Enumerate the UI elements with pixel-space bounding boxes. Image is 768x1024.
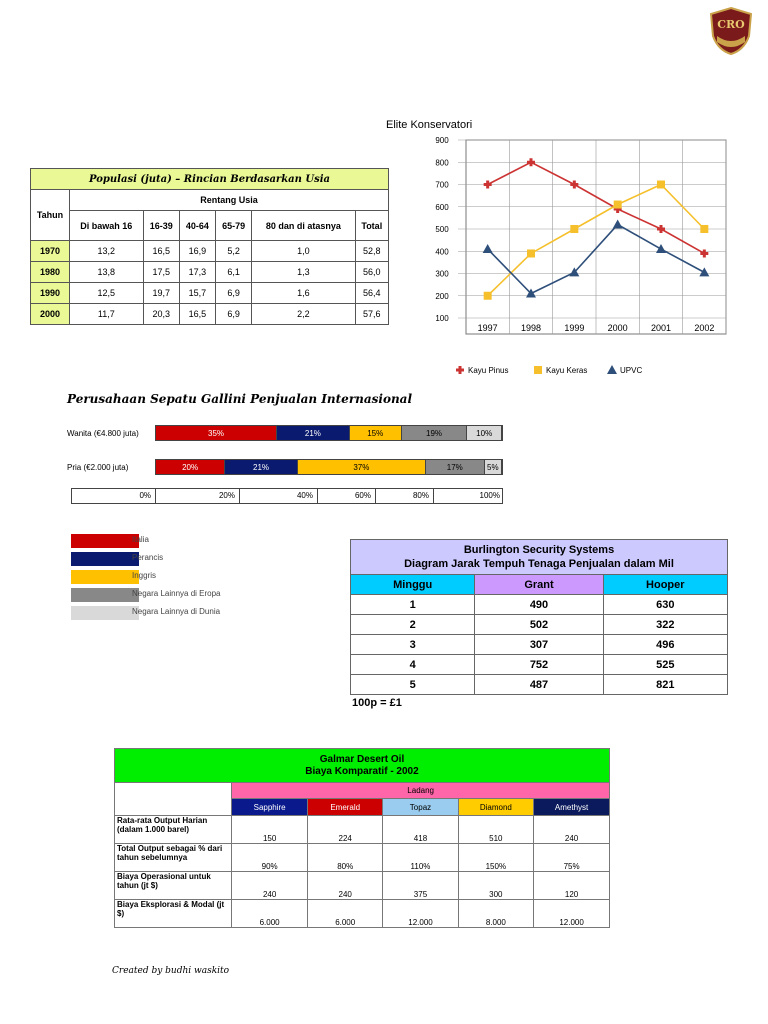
credit: Created by budhi waskito: [112, 966, 230, 976]
row-label: Rata-rata Output Harian (dalam 1.000 barel): [115, 816, 232, 844]
bar-segment: 19%: [402, 426, 468, 440]
y-tick-label: 500: [435, 225, 449, 234]
legend-label: Perancis: [132, 553, 164, 562]
table-row: [351, 595, 728, 615]
table-cell: 752: [475, 655, 603, 675]
table-cell: 630: [603, 595, 727, 615]
burlington-title-2: Diagram Jarak Tempuh Tenaga Penjualan dalam Mil: [404, 558, 674, 570]
y-tick-label: 700: [435, 180, 449, 190]
x-tick-label: 1999: [564, 323, 585, 333]
bar-segment: 17%: [426, 460, 485, 474]
galmar-title: [115, 749, 610, 783]
table-cell: 2: [351, 615, 475, 635]
table-cell: 300: [458, 872, 534, 900]
table-cell: 120: [534, 872, 610, 900]
col-header: Hooper: [603, 575, 727, 595]
table-cell: 150%: [458, 844, 534, 872]
galmar-title-1: Galmar Desert Oil: [319, 753, 405, 765]
table-cell: 4: [351, 655, 475, 675]
burlington-title: [351, 540, 728, 575]
table-cell: 6,1: [216, 262, 252, 283]
bar-segment: 37%: [298, 460, 426, 474]
bar-segment: 21%: [277, 426, 350, 440]
legend-label: Kayu Pinus: [468, 366, 509, 375]
stacked-legend: [71, 534, 271, 624]
table-cell: 240: [232, 872, 308, 900]
field-header: Sapphire: [232, 799, 308, 816]
x-tick-label: 2000: [607, 323, 628, 333]
table-cell: 20,3: [143, 304, 179, 325]
table-row: [351, 655, 728, 675]
stacked-chart-title: Perusahaan Sepatu Gallini Penjualan Internasional: [67, 392, 413, 406]
table-cell: 13,2: [70, 241, 144, 262]
table-cell: 525: [603, 655, 727, 675]
row-label: Biaya Eksplorasi & Modal (jt $): [115, 900, 232, 928]
table-cell: 375: [383, 872, 458, 900]
axis-tick-label: 60%: [318, 489, 376, 503]
table-cell: 12.000: [534, 900, 610, 928]
col-header: Minggu: [351, 575, 475, 595]
field-header: Diamond: [458, 799, 534, 816]
table-cell: 1,3: [252, 262, 355, 283]
table-cell: 2,2: [252, 304, 355, 325]
axis-tick-label: 80%: [376, 489, 434, 503]
table-cell: 1,0: [252, 241, 355, 262]
bar-segment: 21%: [225, 460, 298, 474]
table-cell: 80%: [307, 844, 382, 872]
col-header: 40-64: [179, 211, 215, 241]
col-header: Tahun: [31, 190, 70, 241]
table-cell: 56,0: [355, 262, 388, 283]
col-header: Grant: [475, 575, 603, 595]
galmar-table: [114, 748, 610, 928]
legend-label: Inggris: [132, 571, 157, 580]
col-header: Total: [355, 211, 388, 241]
axis-tick-label: 0%: [72, 489, 156, 503]
year-cell: 2000: [31, 304, 70, 325]
y-tick-label: 200: [435, 291, 449, 301]
table-cell: 150: [232, 816, 308, 844]
axis-tick-label: 100%: [479, 491, 500, 500]
table-cell: 16,9: [179, 241, 215, 262]
legend-swatch: [71, 552, 139, 566]
table-cell: 510: [458, 816, 534, 844]
table-row: [351, 615, 728, 635]
field-header: Emerald: [307, 799, 382, 816]
table-row: [115, 900, 610, 928]
table-cell: 6.000: [307, 900, 382, 928]
table-cell: 487: [475, 675, 603, 695]
table-cell: 110%: [383, 844, 458, 872]
axis-tick-label: 20%: [156, 489, 240, 503]
table-cell: 6,9: [216, 304, 252, 325]
x-tick-label: 1998: [520, 323, 542, 333]
table-cell: 240: [534, 816, 610, 844]
table-cell: 15,7: [179, 283, 215, 304]
year-cell: 1990: [31, 283, 70, 304]
y-tick-label: 300: [435, 269, 449, 279]
y-tick-label: 600: [435, 202, 449, 212]
burlington-note: 100p = £1: [352, 697, 402, 709]
table-cell: 16,5: [179, 304, 215, 325]
group-header: Rentang Usia: [70, 190, 389, 211]
table-cell: 5,2: [216, 241, 252, 262]
table-row: [115, 844, 610, 872]
row-label: Biaya Operasional untuk tahun (jt $): [115, 872, 232, 900]
table-cell: 16,5: [143, 241, 179, 262]
bar-segment: 35%: [156, 426, 277, 440]
legend-label: Kayu Keras: [546, 366, 588, 375]
table-cell: 6,9: [216, 283, 252, 304]
field-header: Topaz: [383, 799, 458, 816]
stacked-bar: [155, 459, 503, 475]
bar-category-label: Pria (€2.000 juta): [67, 463, 129, 472]
table-row: [351, 675, 728, 695]
bar-segment: 5%: [485, 460, 502, 474]
col-header: 16-39: [143, 211, 179, 241]
table-cell: 418: [383, 816, 458, 844]
year-cell: 1980: [31, 262, 70, 283]
x-tick-label: 2002: [694, 323, 715, 333]
stacked-bar: [155, 425, 503, 441]
galmar-title-2: Biaya Komparatif - 2002: [305, 765, 419, 777]
y-tick-label: 100: [435, 314, 449, 323]
table-cell: 224: [307, 816, 382, 844]
table-cell: 240: [307, 872, 382, 900]
table-cell: 1: [351, 595, 475, 615]
table-cell: 56,4: [355, 283, 388, 304]
percent-axis: [71, 488, 503, 504]
table-row: [115, 816, 610, 844]
y-tick-label: 400: [435, 247, 449, 257]
blank-cell: [115, 783, 232, 816]
legend-label: Negara Lainnya di Eropa: [132, 589, 221, 598]
legend-swatch: [71, 534, 139, 548]
legend-label: UPVC: [620, 366, 643, 375]
table-cell: 19,7: [143, 283, 179, 304]
table-cell: 90%: [232, 844, 308, 872]
year-cell: 1970: [31, 241, 70, 262]
table-cell: 75%: [534, 844, 610, 872]
burlington-title-1: Burlington Security Systems: [463, 544, 615, 556]
table-cell: 6.000: [232, 900, 308, 928]
legend-swatch: [71, 606, 139, 620]
x-tick-label: 2001: [650, 323, 672, 333]
bar-category-label: Wanita (€4.800 juta): [67, 429, 139, 438]
col-header: 80 dan di atasnya: [252, 211, 355, 241]
table-cell: 496: [603, 635, 727, 655]
population-title: Populasi (juta) – Rincian Berdasarkan Usia: [31, 169, 389, 190]
table-cell: 1,6: [252, 283, 355, 304]
axis-tick-label: 40%: [240, 489, 318, 503]
table-cell: 307: [475, 635, 603, 655]
legend-label: Negara Lainnya di Dunia: [132, 607, 221, 616]
table-cell: 821: [603, 675, 727, 695]
legend-label: Italia: [132, 535, 149, 544]
table-cell: 11,7: [70, 304, 144, 325]
table-cell: 13,8: [70, 262, 144, 283]
legend-swatch: [71, 570, 139, 584]
table-cell: 502: [475, 615, 603, 635]
svg-text:CRO: CRO: [717, 18, 745, 31]
table-cell: 57,6: [355, 304, 388, 325]
bar-segment: 15%: [350, 426, 402, 440]
table-row: [115, 872, 610, 900]
y-tick-label: 900: [435, 136, 449, 145]
table-cell: 322: [603, 615, 727, 635]
ladang-header: Ladang: [232, 783, 610, 799]
table-cell: 490: [475, 595, 603, 615]
table-cell: 3: [351, 635, 475, 655]
y-tick-label: 800: [435, 158, 449, 168]
field-header: Amethyst: [534, 799, 610, 816]
table-cell: 5: [351, 675, 475, 695]
burlington-table: [350, 539, 728, 695]
col-header: Di bawah 16: [70, 211, 144, 241]
bar-segment: 10%: [467, 426, 502, 440]
bar-segment: 20%: [156, 460, 225, 474]
table-row: [351, 635, 728, 655]
table-cell: 12,5: [70, 283, 144, 304]
legend-swatch: [71, 588, 139, 602]
table-cell: 12.000: [383, 900, 458, 928]
line-chart-title: Elite Konservatori: [386, 119, 473, 131]
col-header: 65-79: [216, 211, 252, 241]
row-label: Total Output sebagai % dari tahun sebelumnya: [115, 844, 232, 872]
table-cell: 8.000: [458, 900, 534, 928]
table-cell: 17,5: [143, 262, 179, 283]
table-cell: 52,8: [355, 241, 388, 262]
x-tick-label: 1997: [477, 323, 498, 333]
table-cell: 17,3: [179, 262, 215, 283]
